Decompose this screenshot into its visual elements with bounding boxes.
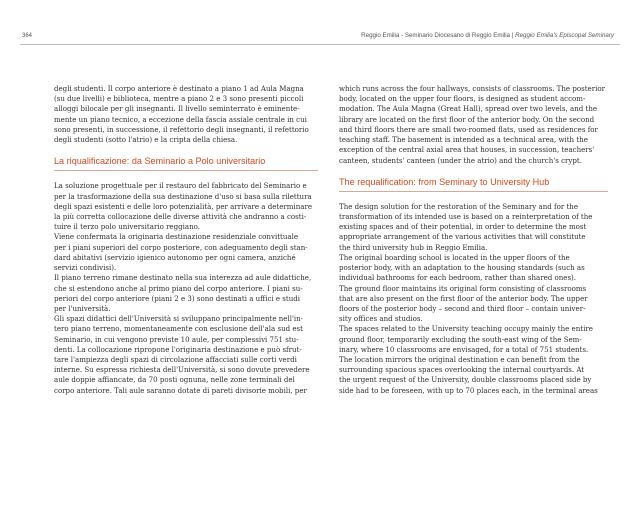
italian-body-text — [54, 181, 318, 396]
text-line: per i piani superiori del corpo posteriore, con adeguamento degli stan- — [54, 242, 308, 252]
text-line: The ground floor maintains its original form consisting of classrooms — [339, 283, 587, 293]
text-line: The design solution for the restoration of the Seminary and for the — [339, 201, 579, 211]
text-line: and third floors there are small two-roomed flats, used as residences for — [339, 124, 598, 134]
text-line: individual bathrooms for each bedroom, rather than shared ones). — [339, 273, 577, 283]
text-line: tero piano terreno, momentaneamente con esclusione dell'ala sud est — [54, 324, 304, 334]
text-line: Il piano terreno rimane destinato nella sua interezza ad aule didattiche, — [54, 273, 312, 283]
running-head-italic: Reggio Emilia's Episcopal Seminary — [515, 32, 614, 39]
text-line: aule doppie affiancate, da 70 posti ognuna, nelle zone terminali del — [54, 375, 295, 385]
text-line: tare l'ampiezza degli spazi di circolazione affacciati sulle corti verdi — [54, 355, 297, 365]
text-line: canteen, students' canteen (under the atrio) and the church's crypt. — [339, 155, 582, 165]
text-line: per la trasformazione della sua destinazione d'uso si basa sulla rilettura — [54, 191, 312, 201]
text-line: modation. The Aula Magna (Great Hall), spread over two levels, and the — [339, 104, 598, 114]
italian-section-heading: La riqualificazione: da Seminario a Polo universitario — [54, 156, 266, 167]
text-line: la più corretta collocazione delle diverse attività che andranno a costi- — [54, 211, 307, 221]
text-line: floors of the posterior body – second and third floor – contain univer- — [339, 303, 586, 313]
running-head-regular: Reggio Emilia - Seminario Diocesano di Reggio Emilia | — [361, 32, 516, 39]
text-line: tuire il terzo polo universitario reggiano. — [54, 222, 200, 232]
text-line: transformation of its intended use is based on a reinterpretation of the — [339, 211, 593, 221]
page-number: 364 — [22, 33, 33, 39]
text-line: the third university hub in Reggio Emilia. — [339, 242, 488, 252]
text-line: mente un piano tecnico, a eccezione della fascia assiale centrale in cui — [54, 114, 307, 124]
text-line: surrounding spacious spaces overlooking the internal courtyards. At — [339, 365, 585, 375]
text-line: sono presenti, in successione, il refettorio degli insegnanti, il refettorio — [54, 124, 309, 134]
text-line: degli studenti (sotto l'atrio) e la cripta della chiesa. — [54, 135, 238, 145]
text-line: exception of the central axial area that houses, in succession, teachers' — [339, 145, 595, 155]
header-rule — [20, 44, 620, 45]
text-line: posterior body, with an adaptation to the housing standards (such as — [339, 263, 585, 273]
italian-intro-paragraph — [54, 84, 318, 145]
text-line: per l'università. — [54, 303, 111, 313]
italian-column — [54, 84, 318, 396]
text-line: degli studenti. Il corpo anteriore è destinato a piano 1 ad Aula Magna — [54, 84, 304, 93]
text-line: (su due livelli) e biblioteca, mentre a piano 2 e 3 sono presenti piccoli — [54, 94, 304, 104]
text-line: Viene confermata la originaria destinazione residenziale convittuale — [54, 232, 299, 242]
text-line: che si estendono anche al primo piano del corpo anteriore. I piani su- — [54, 283, 303, 293]
text-line: periori del corpo anteriore (piani 2 e 3) sono destinati a uffici e studi — [54, 293, 301, 303]
text-line: library are located on the first floor of the anterior body. On the second — [339, 114, 595, 124]
text-line: The spaces related to the University teaching occupy mainly the entire — [339, 324, 593, 334]
text-line: The location mirrors the original destination e can benefit from the — [339, 355, 580, 365]
text-line: the urgent request of the University, double classrooms placed side by — [339, 375, 592, 385]
text-line: side had to be foreseen, with up to 70 places each, in the terminal areas — [339, 385, 598, 395]
text-line: The original boarding school is located in the upper floors of the — [339, 252, 570, 262]
text-line: teaching staff. The basement is intended as a technical area, with the — [339, 135, 588, 145]
text-line: sity offices and studios. — [339, 314, 423, 324]
english-column — [339, 84, 608, 396]
text-line: Gli spazi didattici dell'Università si sviluppano principalmente nell'in- — [54, 314, 304, 324]
text-line: interne. Su espressa richiesta dell'Università, si sono dovute prevedere — [54, 365, 310, 375]
english-intro-paragraph — [339, 84, 608, 166]
text-line: body, located on the upper four floors, is designed as student accom- — [339, 94, 586, 104]
text-line: denti. La collocazione ripropone l'originaria destinazione e può sfrut- — [54, 344, 302, 354]
text-line: that are also present on the first floor of the anterior body. The upper — [339, 293, 588, 303]
text-line: alloggi bilocale per gli insegnanti. Il livello seminterrato è eminente- — [54, 104, 300, 114]
text-line: degli spazi esistenti e delle loro potenzialità, per arrivare a determinare — [54, 201, 312, 211]
text-line: Seminario, in cui vengono previste 10 aule, per complessivi 751 stu- — [54, 334, 299, 344]
text-line: La soluzione progettuale per il restauro del fabbricato del Seminario e — [54, 181, 307, 191]
english-body-text — [339, 202, 608, 396]
text-line: inary, where 10 classrooms are envisaged, for a total of 751 students. — [339, 344, 589, 354]
text-line: corpo anteriore. Tali aule saranno dotate di pareti divisorie mobili, per — [54, 385, 307, 395]
running-head — [361, 32, 614, 39]
text-line: appropriate arrangement of the various activities that will constitute — [339, 232, 586, 242]
text-line: which runs across the four hallways, consists of classrooms. The posterior — [339, 84, 605, 93]
text-line: ground floor, temporarily excluding the south-east wing of the Sem- — [339, 334, 582, 344]
english-section-heading: The requalification: from Seminary to University Hub — [339, 176, 550, 187]
text-line: servizi condivisi). — [54, 263, 117, 273]
text-line: dard abitativi (servizio igienico autonomo per ogni camera, anziché — [54, 252, 296, 262]
text-line: existing spaces and of their potential, in order to determine the most — [339, 222, 587, 232]
